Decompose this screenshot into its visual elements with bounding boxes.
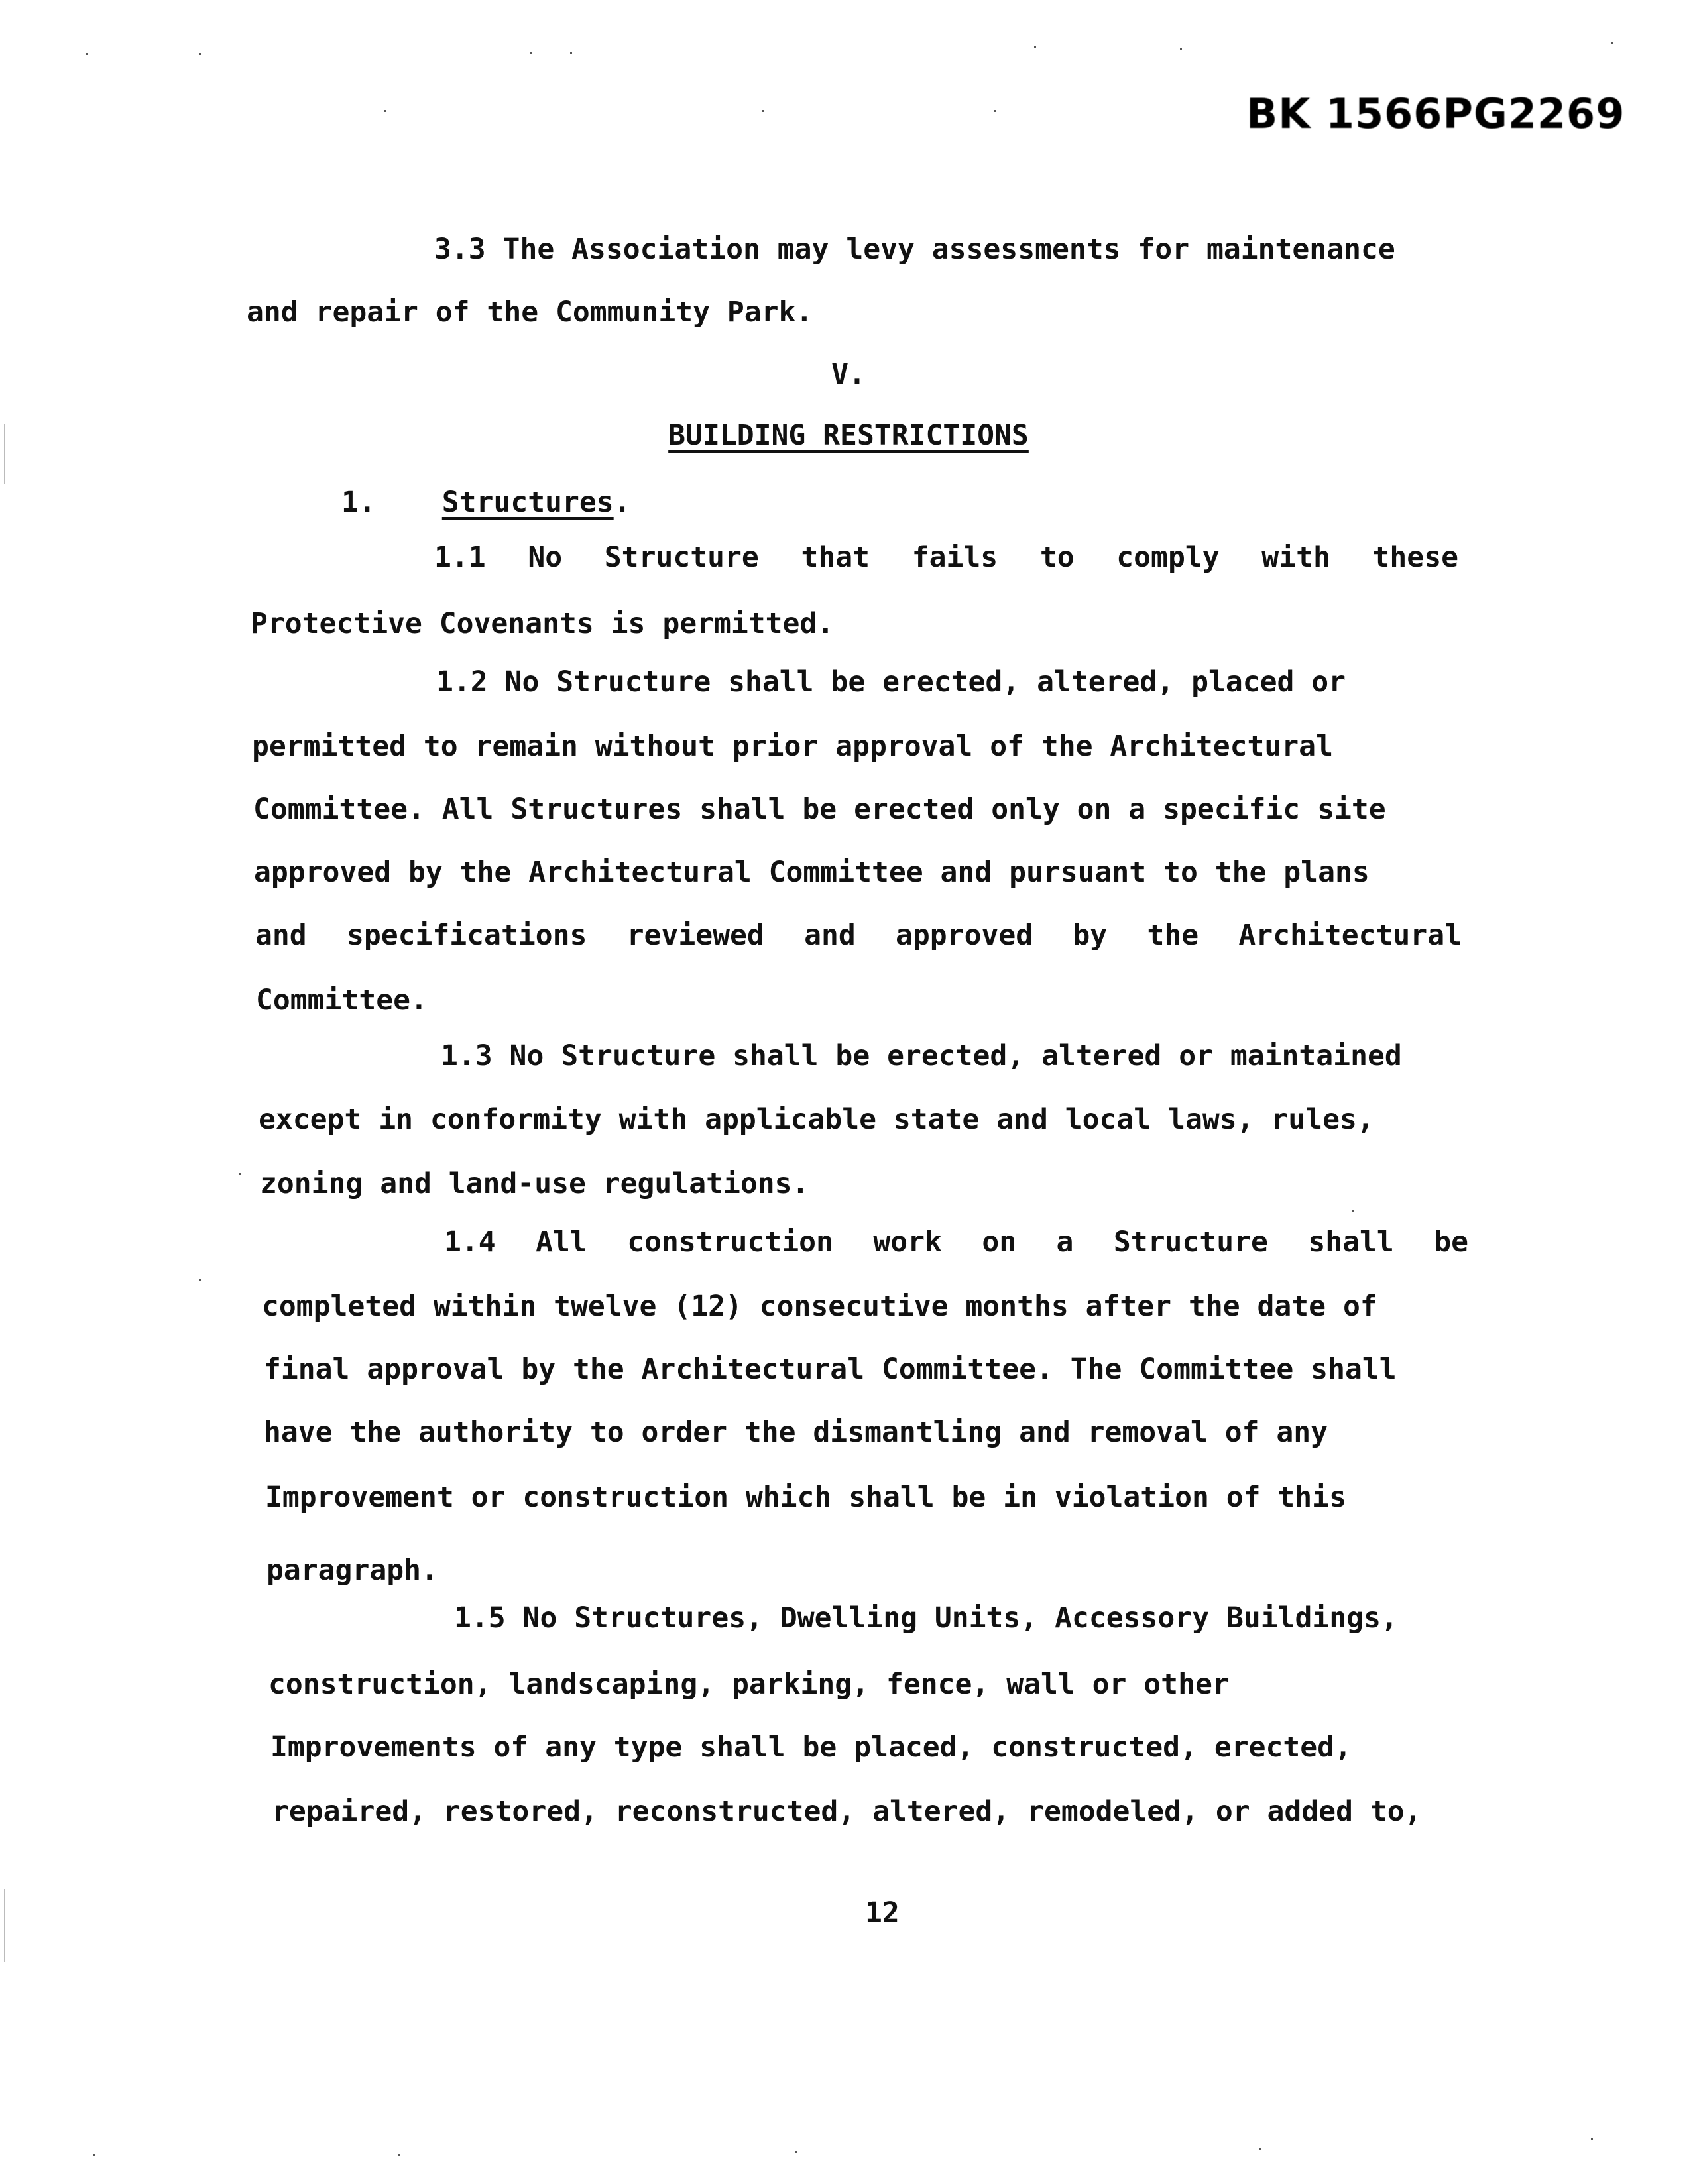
scan-speck bbox=[384, 110, 386, 112]
para-1-2-line-2: permitted to remain without prior approval of the Architectural bbox=[252, 730, 1333, 763]
scan-speck bbox=[570, 52, 572, 54]
scan-speck bbox=[762, 110, 764, 112]
scan-speck bbox=[239, 1173, 241, 1175]
word: be bbox=[1434, 1226, 1468, 1259]
scan-speck bbox=[93, 2154, 95, 2156]
scan-speck bbox=[1259, 2148, 1261, 2150]
scan-speck bbox=[86, 53, 88, 55]
para-1-2-line-5 bbox=[255, 921, 1462, 950]
word: approved bbox=[896, 919, 1033, 952]
word: comply bbox=[1116, 541, 1220, 574]
article-title: BUILDING RESTRICTIONS bbox=[668, 419, 1029, 452]
word: to bbox=[1039, 541, 1075, 574]
scan-speck bbox=[1352, 1210, 1354, 1212]
word: with bbox=[1261, 541, 1330, 574]
para-1-3-line-3: zoning and land-use regulations. bbox=[260, 1167, 809, 1200]
para-1-5-line-2: construction, landscaping, parking, fence, wall or other bbox=[268, 1668, 1230, 1701]
scan-speck bbox=[199, 1279, 201, 1281]
para-1-2-line-3: Committee. All Structures shall be erected only on a specific site bbox=[253, 793, 1386, 826]
word: Structure bbox=[1113, 1226, 1268, 1259]
para-1-3-line-1: 1.3 No Structure shall be erected, altered or maintained bbox=[441, 1039, 1402, 1072]
para-1-5-line-3: Improvements of any type shall be placed, constructed, erected, bbox=[270, 1731, 1352, 1764]
subsection-title-suffix: . bbox=[613, 486, 631, 519]
word: by bbox=[1073, 919, 1108, 952]
para-1-1-line-1 bbox=[434, 541, 1458, 574]
word: and bbox=[255, 919, 307, 952]
word: and bbox=[804, 919, 856, 952]
article-numeral: V. bbox=[831, 358, 866, 391]
word: specifications bbox=[346, 919, 587, 952]
word: the bbox=[1147, 919, 1199, 952]
word: construction bbox=[627, 1226, 833, 1259]
word: 1.4 bbox=[444, 1226, 496, 1259]
para-1-4-line-4: have the authority to order the dismantling and removal of any bbox=[264, 1416, 1328, 1449]
para-1-4-line-3: final approval by the Architectural Committee. The Committee shall bbox=[264, 1353, 1397, 1386]
book-page-stamp: BK 1566PG2269 bbox=[1246, 89, 1625, 138]
subsection-1-heading bbox=[341, 486, 631, 519]
para-1-4-line-5: Improvement or construction which shall be in violation of this bbox=[265, 1481, 1346, 1514]
scan-speck bbox=[1034, 46, 1036, 48]
section-3-3-line-1: 3.3 The Association may levy assessments for maintenance bbox=[434, 233, 1395, 266]
scan-speck bbox=[1611, 42, 1613, 44]
word: All bbox=[536, 1226, 587, 1259]
para-1-2-line-1: 1.2 No Structure shall be erected, altered, placed or bbox=[436, 665, 1346, 699]
word: these bbox=[1372, 541, 1458, 574]
scan-speck bbox=[398, 2154, 400, 2156]
scan-speck bbox=[1591, 2138, 1593, 2140]
word: a bbox=[1056, 1226, 1074, 1259]
word: No bbox=[528, 541, 563, 574]
para-1-4-line-1 bbox=[444, 1228, 1468, 1257]
para-1-2-line-6: Committee. bbox=[256, 984, 428, 1017]
word: reviewed bbox=[626, 919, 764, 952]
word: work bbox=[873, 1226, 942, 1259]
scan-speck bbox=[199, 53, 201, 55]
para-1-5-line-1: 1.5 No Structures, Dwelling Units, Accessory Buildings, bbox=[454, 1601, 1398, 1635]
word: shall bbox=[1308, 1226, 1394, 1259]
scan-speck bbox=[1180, 48, 1182, 50]
word: Architectural bbox=[1238, 919, 1462, 952]
page-number: 12 bbox=[865, 1896, 900, 1929]
word: Structure bbox=[604, 541, 759, 574]
scan-speck bbox=[530, 52, 532, 54]
para-1-2-line-4: approved by the Architectural Committee and pursuant to the plans bbox=[254, 856, 1370, 889]
para-1-5-line-4: repaired, restored, reconstructed, altered, remodeled, or added to, bbox=[272, 1795, 1422, 1828]
word: fails bbox=[911, 541, 998, 574]
scan-speck bbox=[994, 110, 996, 112]
para-1-3-line-2: except in conformity with applicable state and local laws, rules, bbox=[259, 1103, 1374, 1136]
word: 1.1 bbox=[434, 541, 486, 574]
para-1-1-line-2: Protective Covenants is permitted. bbox=[251, 607, 835, 640]
scan-edge-mark bbox=[4, 1889, 5, 1962]
word: that bbox=[801, 541, 870, 574]
subsection-title: Structures bbox=[441, 486, 614, 519]
para-1-4-line-2: completed within twelve (12) consecutive months after the date of bbox=[262, 1290, 1377, 1323]
subsection-number: 1. bbox=[341, 486, 376, 519]
word: on bbox=[982, 1226, 1017, 1259]
para-1-4-line-6: paragraph. bbox=[266, 1554, 438, 1587]
section-3-3-line-2: and repair of the Community Park. bbox=[247, 296, 813, 329]
scan-speck bbox=[795, 2151, 797, 2153]
